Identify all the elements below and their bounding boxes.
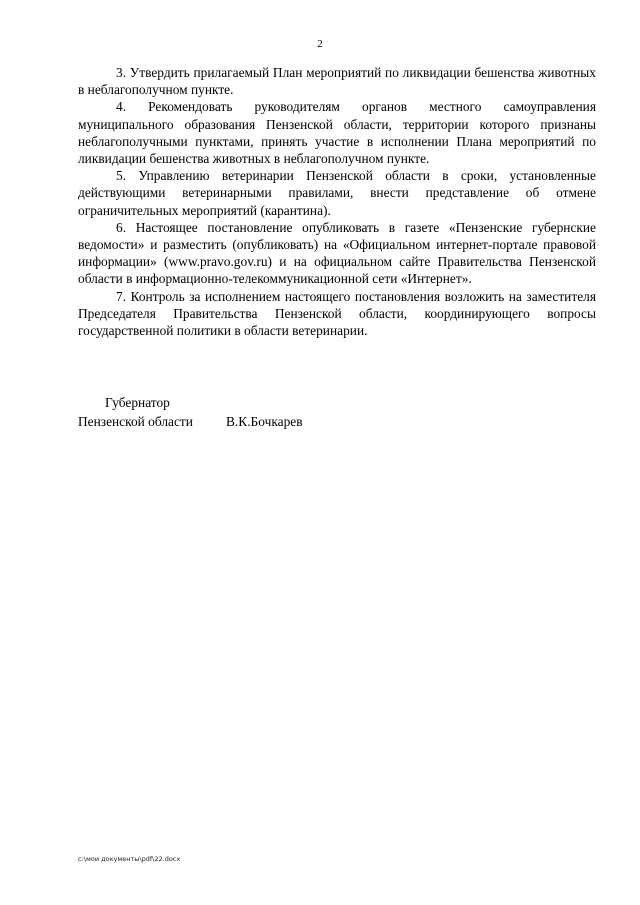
document-body: [78, 64, 596, 339]
paragraph-6: 6. Настоящее постановление опубликовать в газете «Пензенские губернские ведомости» и разместить (опубликовать) на «Официальном интернет-портале правовой информации» (www.pravo.gov.ru) и на официальном сайте Правительства Пензенской области в информационно-телекоммуникационной сети «Интернет».: [78, 219, 596, 287]
signature-block: [78, 393, 303, 431]
footer-file-path: c:\мои документы\pdf\22.docx: [78, 855, 181, 863]
paragraph-5: 5. Управлению ветеринарии Пензенской области в сроки, установленные действующими ветеринарными правилами, внести представление об отмене ограничительных мероприятий (карантина).: [78, 168, 596, 218]
paragraph-4: 4. Рекомендовать руководителям органов местного самоуправления муниципального образования Пензенской области, территории которого признаны неблагополучными пунктами, принять участие в исполнении Плана мероприятий по ликвидации бешенства животных в неблагополучном пункте.: [78, 99, 596, 167]
signature-title: Губернатор: [105, 395, 170, 410]
signature-line: [78, 412, 303, 431]
signature-region: Пензенской области: [78, 414, 193, 429]
signature-name: В.К.Бочкарев: [226, 414, 303, 429]
page-number: 2: [317, 38, 323, 50]
paragraph-7: 7. Контроль за исполнением настоящего постановления возложить на заместителя Председателя Правительства Пензенской области, координирующего вопросы государственной политики в области ветеринарии.: [78, 288, 596, 339]
paragraph-3: 3. Утвердить прилагаемый План мероприятий по ликвидации бешенства животных в неблагополучном пункте.: [78, 65, 596, 98]
